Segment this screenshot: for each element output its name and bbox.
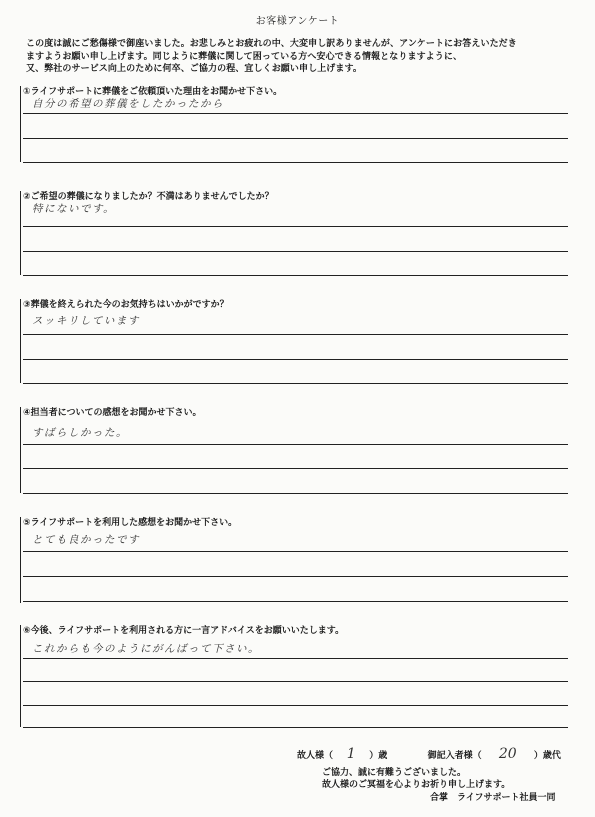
answer-line [23, 444, 568, 445]
age-row [297, 746, 561, 762]
handwritten-answer: これからも今のようにがんばって下さい。 [32, 643, 260, 655]
intro-line: 又、弊社のサービス向上のために何卒、ご協力の程、宜しくお願い申し上げます。 [26, 64, 362, 74]
answer-line [23, 727, 568, 728]
handwritten-answer: 自分の希望の葬儀をしたかったから [32, 98, 224, 110]
margin-bar [20, 86, 21, 162]
generation-unit: ）歳代 [533, 751, 561, 761]
answer-line [23, 226, 568, 227]
margin-bar [20, 299, 21, 383]
answer-line [23, 334, 568, 335]
thanks-line: 故人様のご冥福を心よりお祈り申し上げます。 [322, 780, 511, 790]
handwritten-answer: とても良かったです [32, 534, 140, 546]
question-label: ②ご希望の葬儀になりましたか？不満はありませんでしたか？ [23, 192, 274, 202]
intro-text [26, 38, 571, 76]
question-label: ③葬儀を終えられた今のお気持ちはいかがですか？ [23, 300, 229, 310]
answer-line [23, 705, 568, 706]
answer-line [23, 162, 568, 163]
question-label: ⑥今後、ライフサポートを利用される方に一言アドバイスをお願いいたします。 [23, 626, 345, 636]
handwritten-answer: 特にないです。 [32, 203, 116, 215]
age-unit: ）歳 [369, 751, 388, 761]
answer-line [23, 468, 568, 469]
deceased-age-label: 故人様（ [297, 751, 334, 761]
respondent-age-value: 20 [498, 746, 517, 762]
signature-line: 合掌 ライフサポート社員一同 [430, 793, 556, 803]
margin-bar [20, 191, 21, 275]
margin-bar [20, 407, 21, 493]
thanks-line: ご協力、誠に有難うございました。 [322, 768, 467, 778]
page-title: お客様アンケート [255, 16, 340, 27]
question-label: ①ライフサポートに葬儀をご依頼頂いた理由をお聞かせ下さい。 [23, 87, 283, 97]
answer-line [23, 493, 568, 494]
answer-line [23, 576, 568, 577]
margin-bar [20, 517, 21, 603]
answer-line [23, 658, 568, 659]
intro-line: この度は誠にご愁傷様で御座いました。お悲しみとお疲れの中、大変申し訳ありませんが、アンケートにお答えいただき [26, 39, 517, 49]
handwritten-answer: すばらしかった。 [32, 427, 128, 439]
intro-line: ますようお願い申し上げます。同じように葬儀に関して困っている方へ安心できる情報となりますように、 [26, 51, 463, 62]
answer-line [23, 359, 568, 360]
answer-line [23, 251, 568, 252]
answer-line [23, 275, 568, 276]
answer-line [23, 681, 568, 682]
question-label: ⑤ライフサポートを利用した感想をお聞かせ下さい。 [23, 518, 238, 528]
margin-bar [20, 625, 21, 727]
question-label: ④担当者についての感想をお聞かせ下さい。 [23, 408, 202, 418]
answer-line [23, 138, 568, 139]
deceased-age-value: 1 [346, 746, 356, 762]
answer-line [23, 551, 568, 552]
answer-line [23, 383, 568, 384]
answer-line [23, 113, 568, 114]
thanks-message [322, 767, 510, 791]
respondent-age-label: 御記入者様（ [427, 751, 482, 761]
handwritten-answer: スッキリしています [32, 315, 140, 327]
answer-line [23, 601, 568, 602]
